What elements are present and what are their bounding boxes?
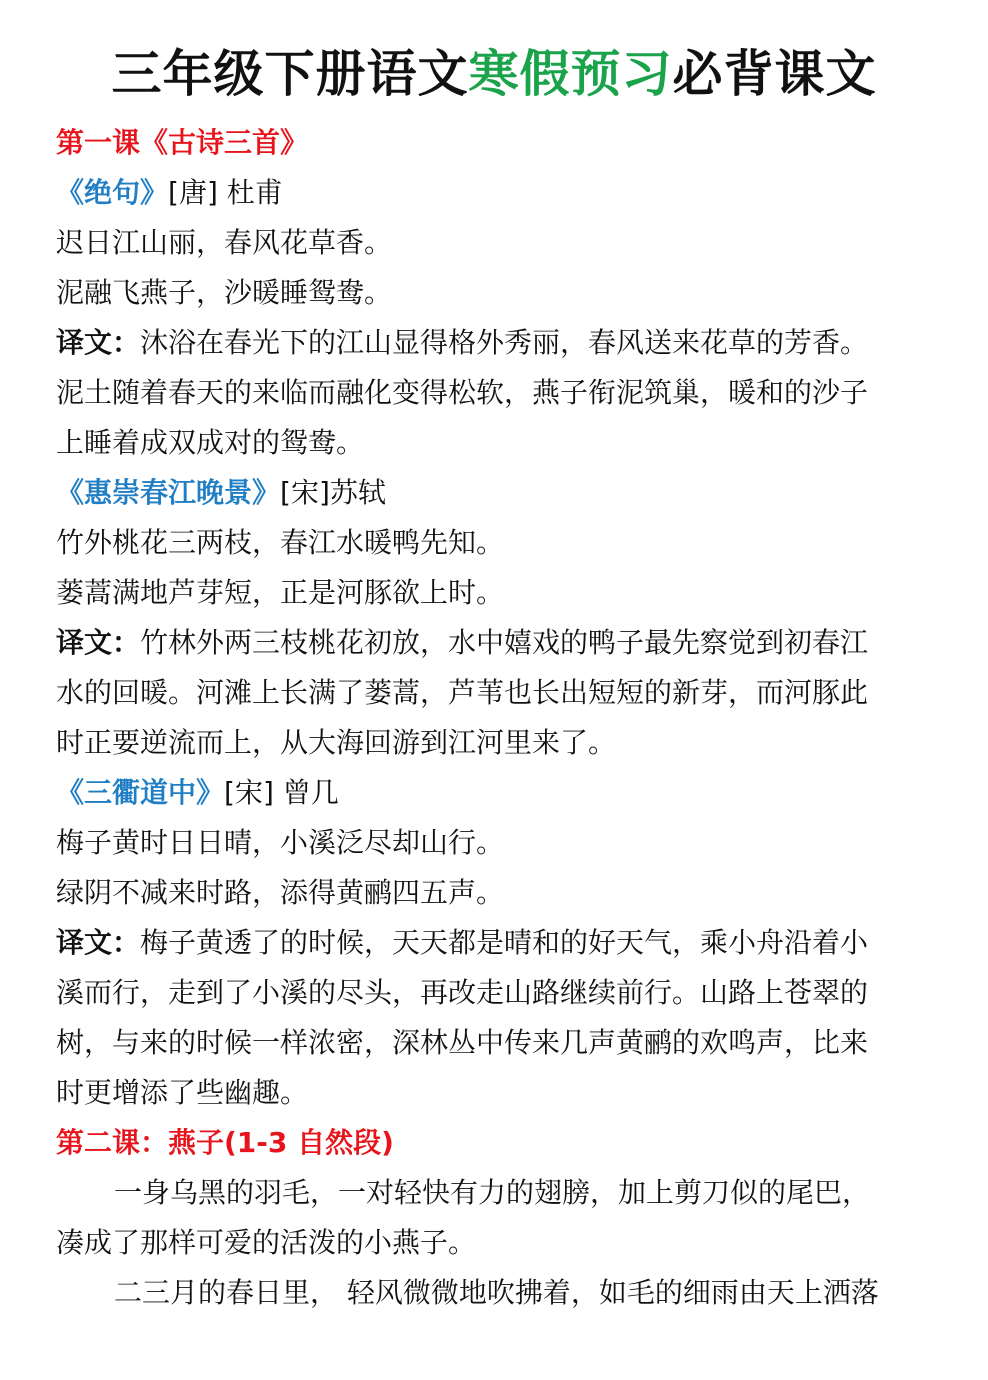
translation-line: 时更增添了些幽趣。: [56, 1076, 309, 1109]
translation-line: [56, 918, 946, 968]
document-body: [56, 118, 946, 1318]
poem-title: 《三衢道中》: [56, 776, 225, 809]
translation-text: 梅子黄透了的时候，天天都是晴和的好天气，乘小舟沿着小: [140, 926, 869, 959]
poem-line: 绿阴不减来时路，添得黄鹂四五声。: [56, 876, 505, 909]
translation-label: 译文：: [56, 326, 141, 359]
translation-text: 竹林外两三枝桃花初放，水中嬉戏的鸭子最先察觉到初春江: [140, 626, 869, 659]
translation-label: 译文：: [56, 626, 141, 659]
poem-line: 竹外桃花三两枝，春江水暖鸭先知。: [56, 526, 505, 559]
poem-line: 蒌蒿满地芦芽短，正是河豚欲上时。: [56, 576, 505, 609]
translation-line: 树，与来的时候一样浓密，深林丛中传来几声黄鹂的欢鸣声，比来: [56, 1026, 869, 1059]
translation-line: 泥土随着春天的来临而融化变得松软，燕子衔泥筑巢，暖和的沙子: [56, 376, 869, 409]
page-title: [0, 42, 988, 106]
poem-line: 梅子黄时日日晴，小溪泛尽却山行。: [56, 826, 505, 859]
translation-line: [56, 618, 946, 668]
title-part2: 必背课文: [672, 45, 877, 103]
paragraph-line: 二三月的春日里， 轻风微微地吹拂着，如毛的细雨由天上洒落: [114, 1276, 879, 1309]
translation-text: 沐浴在春光下的江山显得格外秀丽，春风送来花草的芳香。: [140, 326, 869, 359]
title-highlight: 寒假预习: [468, 45, 673, 103]
poem-line: 泥融飞燕子，沙暖睡鸳鸯。: [56, 276, 393, 309]
poem-heading: [56, 168, 946, 218]
translation-line: 时正要逆流而上，从大海回游到江河里来了。: [56, 726, 617, 759]
poem-heading: [56, 768, 946, 818]
poem-title: 《惠崇春江晚景》: [56, 476, 281, 509]
poem-title: 《绝句》: [56, 176, 169, 209]
translation-line: [56, 318, 946, 368]
translation-label: 译文：: [56, 926, 141, 959]
title-part1: 三年级下册语文: [111, 45, 469, 103]
poem-heading: [56, 468, 946, 518]
translation-line: 水的回暖。河滩上长满了蒌蒿，芦苇也长出短短的新芽，而河豚此: [56, 676, 869, 709]
translation-line: 上睡着成双成对的鸳鸯。: [56, 426, 365, 459]
poem-author: [宋] 曾几: [224, 776, 339, 809]
translation-line: 溪而行，走到了小溪的尽头，再改走山路继续前行。山路上苍翠的: [56, 976, 869, 1009]
lesson1-heading: 第一课《古诗三首》: [56, 126, 309, 159]
paragraph-line: 凑成了那样可爱的活泼的小燕子。: [56, 1226, 477, 1259]
paragraph-line: 一身乌黑的羽毛，一对轻快有力的翅膀，加上剪刀似的尾巴，: [114, 1176, 871, 1209]
lesson2-heading: 第二课：燕子(1-3 自然段): [56, 1126, 394, 1159]
poem-author: [宋]苏轼: [280, 476, 386, 509]
poem-line: 迟日江山丽，春风花草香。: [56, 226, 393, 259]
poem-author: [唐] 杜甫: [168, 176, 283, 209]
